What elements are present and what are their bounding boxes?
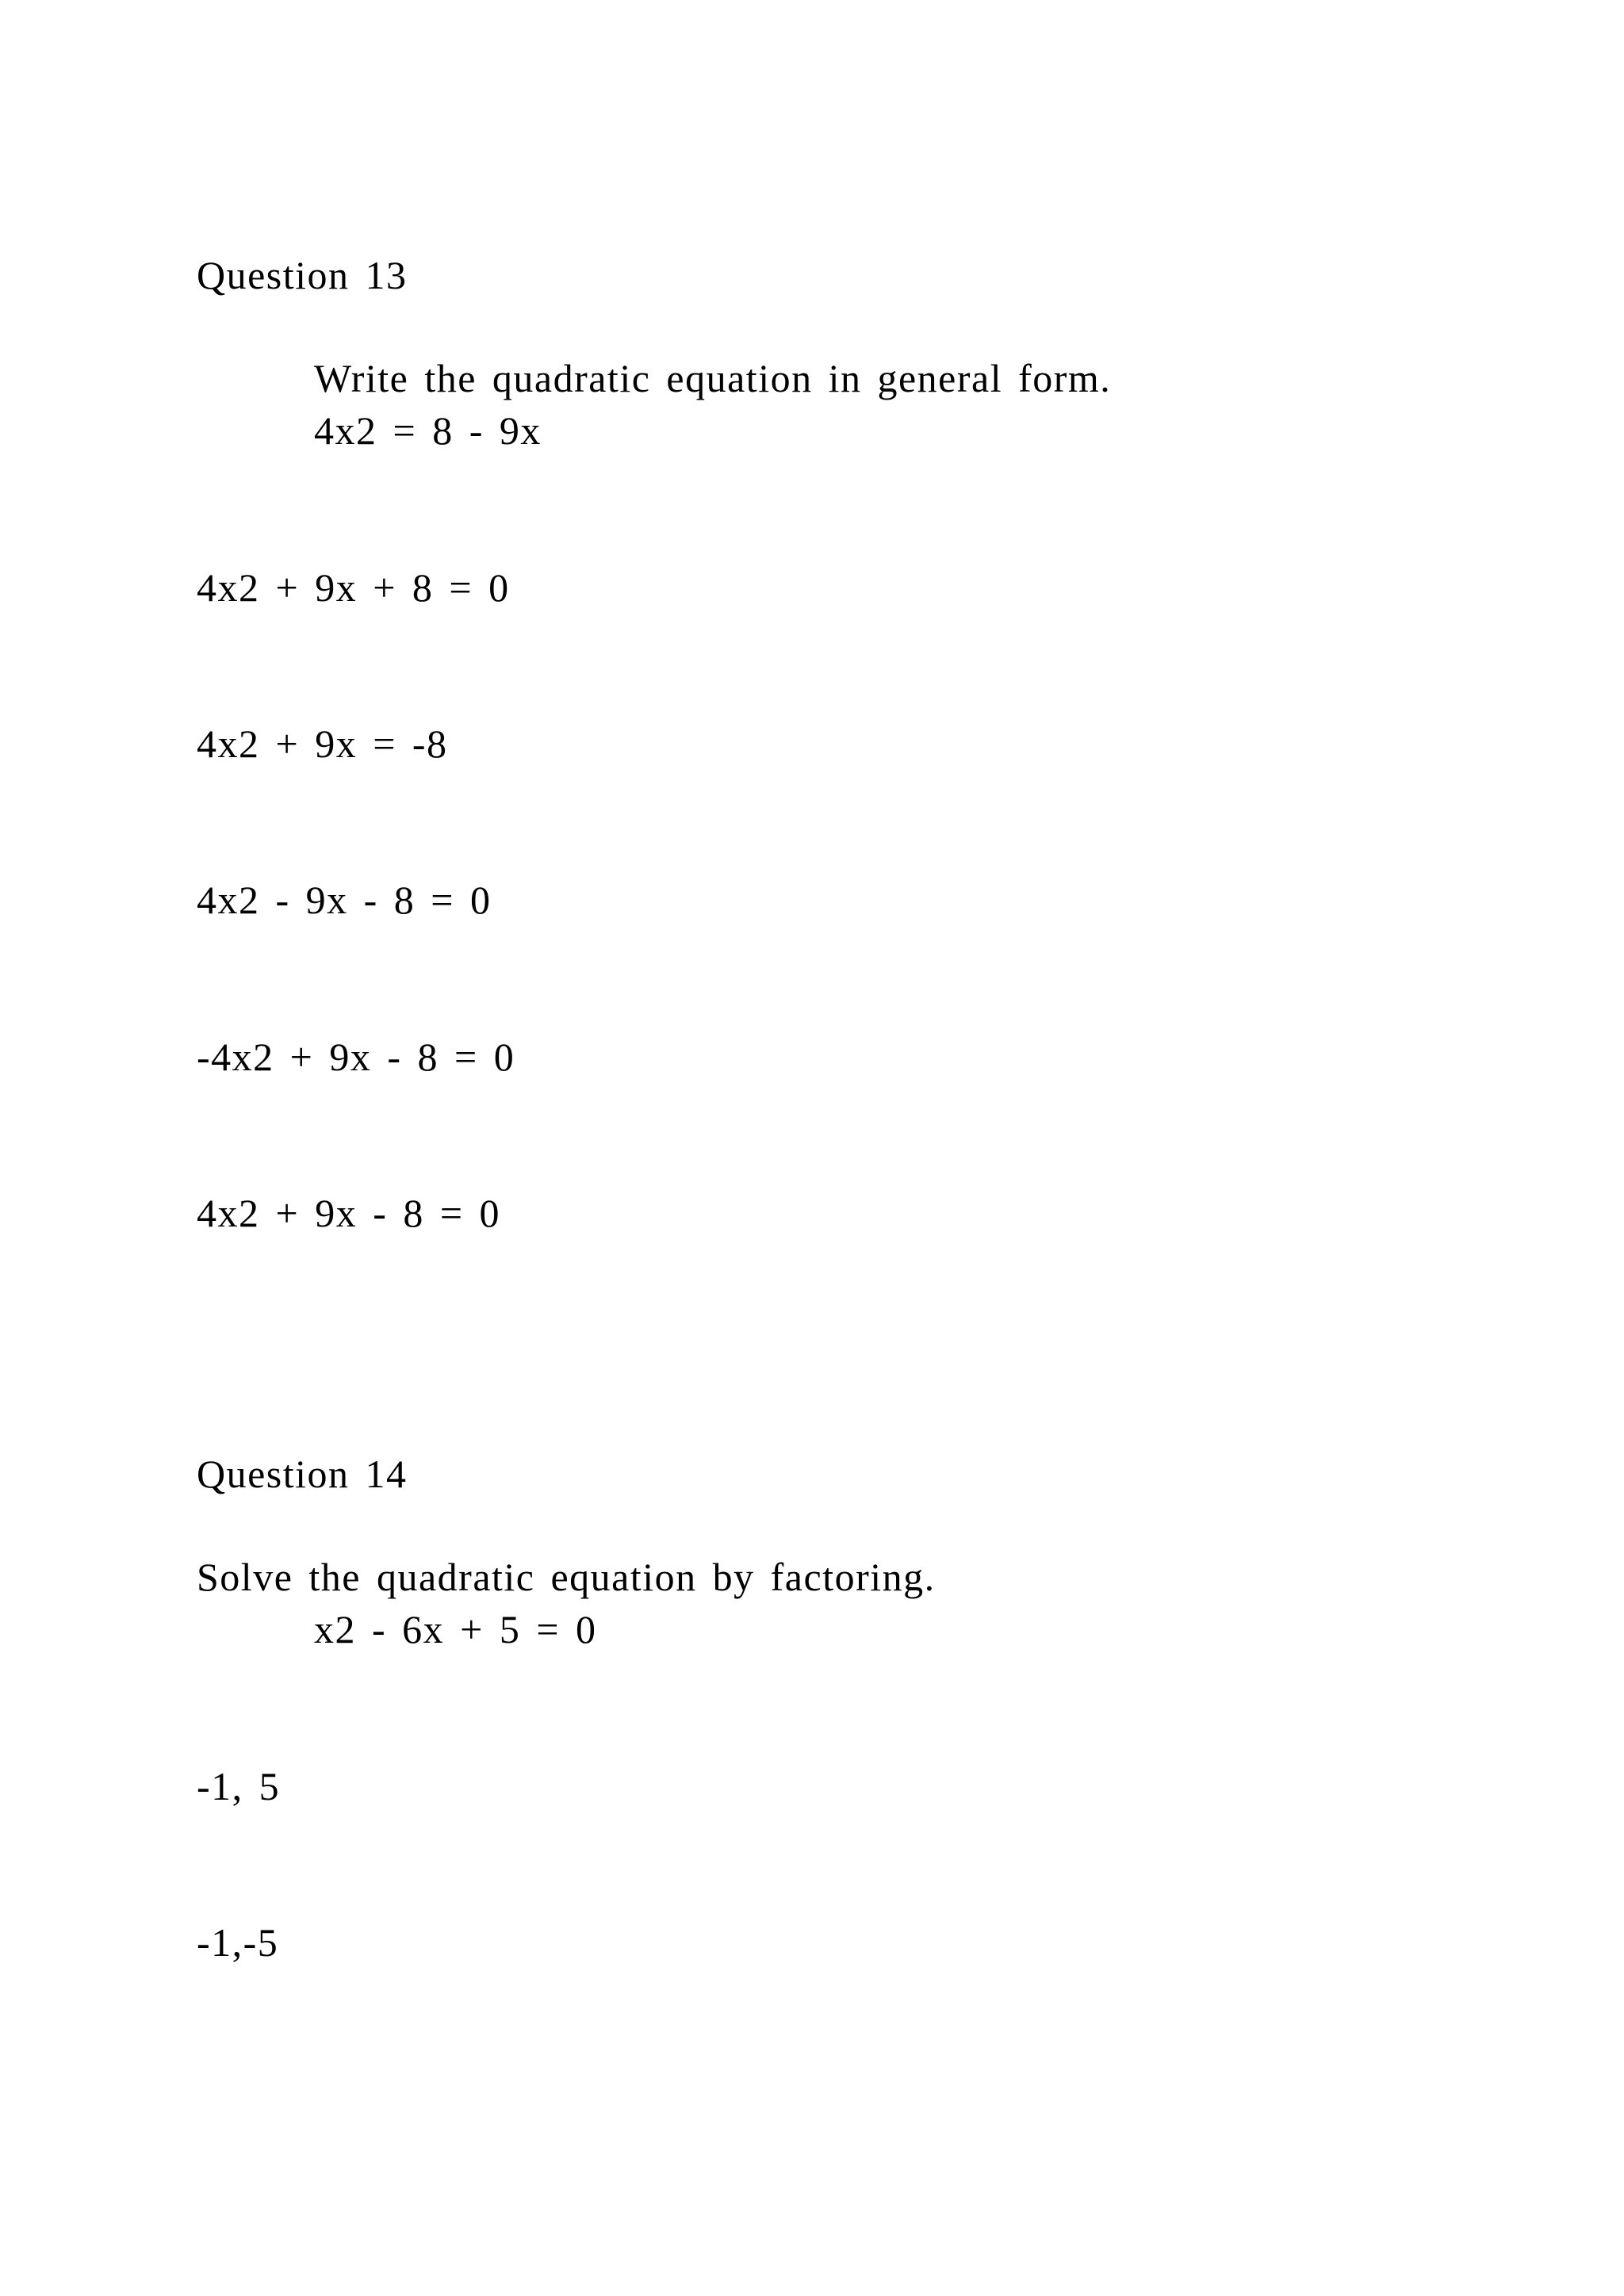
question-13-equation: 4x2 = 8 - 9x <box>314 408 542 453</box>
question-13-option[interactable]: 4x2 + 9x = -8 <box>197 721 448 766</box>
question-13-heading: Question 13 <box>197 253 408 297</box>
question-13-prompt: Write the quadratic equation in general form. <box>314 356 1112 400</box>
question-13-option[interactable]: 4x2 - 9x - 8 = 0 <box>197 878 492 922</box>
question-13-option[interactable]: -4x2 + 9x - 8 = 0 <box>197 1035 515 1079</box>
question-14-equation: x2 - 6x + 5 = 0 <box>314 1607 597 1651</box>
question-14-option[interactable]: -1,-5 <box>197 1920 279 1965</box>
question-13-option[interactable]: 4x2 + 9x + 8 = 0 <box>197 565 510 610</box>
question-14-prompt: Solve the quadratic equation by factoring. <box>197 1555 936 1599</box>
question-13-option[interactable]: 4x2 + 9x - 8 = 0 <box>197 1191 501 1235</box>
question-14-heading: Question 14 <box>197 1452 408 1496</box>
question-14-option[interactable]: -1, 5 <box>197 1764 281 1808</box>
